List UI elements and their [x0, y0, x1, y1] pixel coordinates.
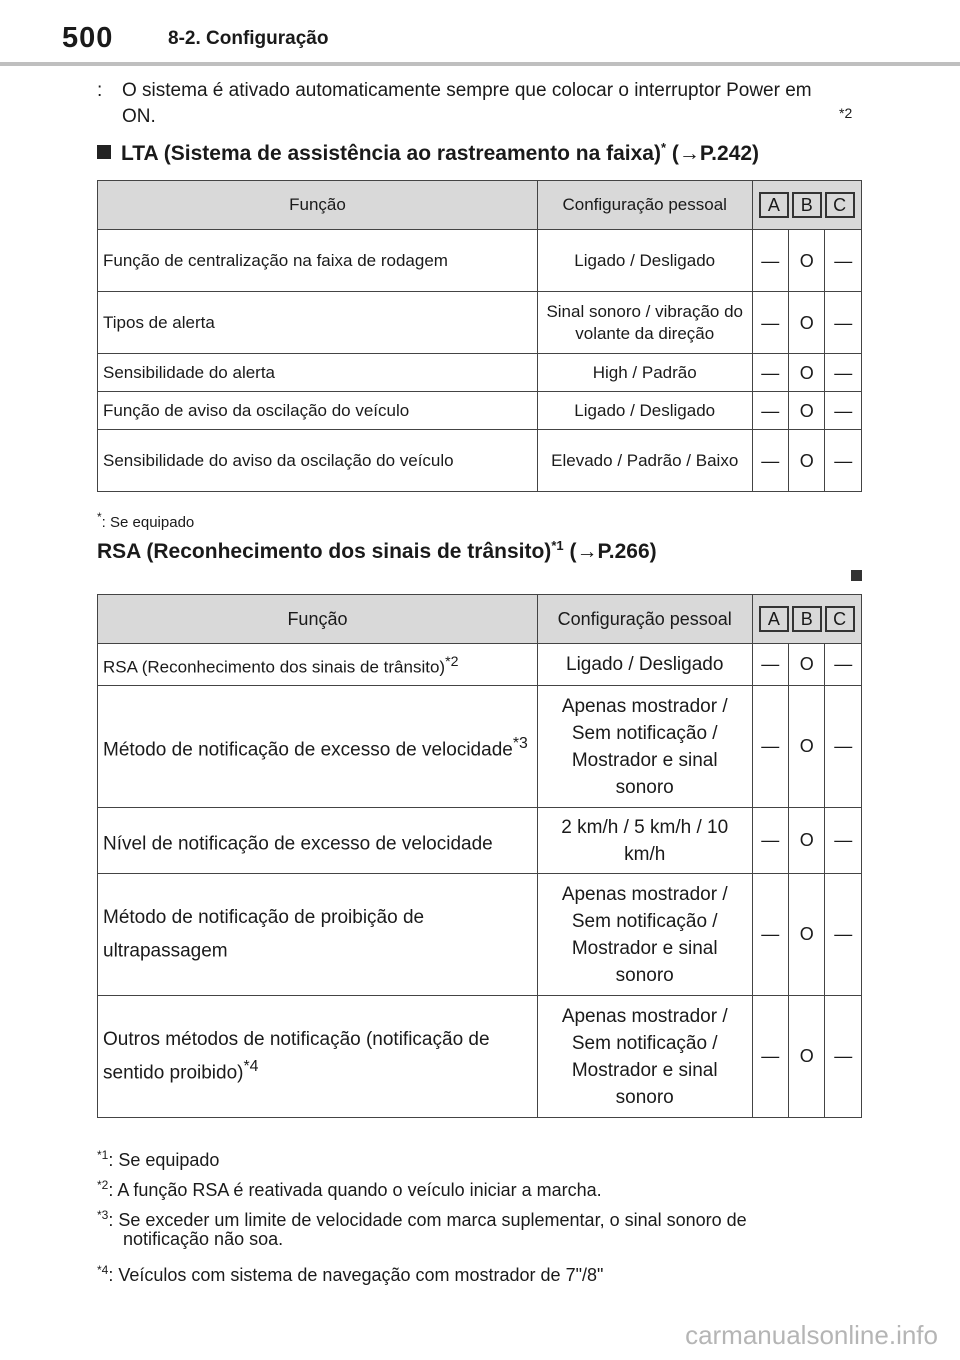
cell-a: — — [752, 644, 788, 686]
cell-function-text: Método de notificação de excesso de velocidade — [103, 739, 513, 761]
cell-setting: 2 km/h / 5 km/h / 10 km/h — [537, 808, 752, 874]
cell-c: — — [825, 686, 862, 808]
cell-a: — — [752, 392, 788, 430]
cell-function-text: Nível de notificação de excesso de velocidade — [103, 833, 493, 855]
column-header-setting: Configuração pessoal — [537, 181, 752, 230]
footnote — [97, 1257, 603, 1288]
bullet-square-icon — [851, 570, 862, 581]
table-row — [98, 996, 862, 1118]
column-header-b: B — [792, 606, 822, 632]
lta-footnote-mark: * — [97, 510, 102, 524]
cell-b: O — [788, 644, 824, 686]
page-number: 500 — [62, 22, 114, 54]
page-header — [0, 0, 960, 60]
cell-a: — — [752, 996, 788, 1118]
table-row — [98, 808, 862, 874]
cell-c: — — [825, 644, 862, 686]
cell-b: O — [788, 292, 824, 354]
footnote — [97, 1172, 602, 1203]
footnote-text: : Veículos com sistema de navegação com mostrador de 7"/8" — [108, 1265, 604, 1285]
table-row — [98, 230, 862, 292]
cell-b: O — [788, 808, 824, 874]
cell-c: — — [825, 430, 862, 492]
cell-function-text: Método de notificação de proibição de ultrapassagem — [103, 907, 425, 962]
table-row — [98, 292, 862, 354]
footnote-mark: *1 — [97, 1148, 109, 1162]
cell-function: Função de aviso da oscilação do veículo — [98, 392, 538, 430]
footnote-mark: *2 — [97, 1178, 109, 1192]
cell-c: — — [825, 292, 862, 354]
cell-function — [98, 874, 538, 996]
table-row — [98, 430, 862, 492]
lta-footnote-text: : Se equipado — [101, 514, 195, 531]
cell-b: O — [788, 230, 824, 292]
cell-b: O — [788, 430, 824, 492]
lta-heading-text: LTA (Sistema de assistência ao rastreamento na faixa) — [121, 142, 661, 165]
cell-a: — — [752, 430, 788, 492]
column-header-b: B — [792, 192, 822, 218]
cell-c: — — [825, 874, 862, 996]
column-header-setting: Configuração pessoal — [537, 595, 752, 644]
footnote-text: : Se equipado — [108, 1150, 220, 1170]
cell-setting: Ligado / Desligado — [537, 392, 752, 430]
rsa-heading-ref: (→P.266) — [569, 540, 657, 563]
column-header-a: A — [759, 606, 789, 632]
cell-c: — — [825, 392, 862, 430]
cell-c: — — [825, 808, 862, 874]
rsa-heading-sup: *1 — [551, 538, 564, 553]
cell-a: — — [752, 874, 788, 996]
cell-function — [98, 644, 538, 686]
cell-b: O — [788, 392, 824, 430]
cell-function — [98, 686, 538, 808]
cell-b: O — [788, 354, 824, 392]
intro-note: *2 — [839, 105, 853, 121]
column-header-function: Função — [98, 181, 538, 230]
column-header-c: C — [825, 192, 855, 218]
lta-heading-ref: (→P.242) — [671, 142, 760, 165]
cell-function-text: Outros métodos de notificação (notificação de sentido proibido) — [103, 1029, 490, 1084]
cell-a: — — [752, 686, 788, 808]
cell-setting: Apenas mostrador / Sem notificação / Mostrador e sinal sonoro — [537, 686, 752, 808]
table-row — [98, 686, 862, 808]
column-header-function: Função — [98, 595, 538, 644]
intro-colon: : — [97, 80, 103, 101]
table-header-row — [98, 595, 862, 644]
section-title: 8-2. Configuração — [168, 28, 329, 49]
cell-function-sup: *4 — [243, 1058, 259, 1076]
table-row — [98, 874, 862, 996]
footnote-continuation: notificação não soa. — [123, 1229, 284, 1249]
cell-function: Tipos de alerta — [98, 292, 538, 354]
cell-b: O — [788, 686, 824, 808]
cell-a: — — [752, 292, 788, 354]
cell-function-sup: *3 — [512, 734, 528, 752]
cell-setting: Sinal sonoro / vibração do volante da direção — [537, 292, 752, 354]
footnote-mark: *4 — [97, 1263, 109, 1277]
intro-text: O sistema é ativado automaticamente sempre que colocar o interruptor Power em ON. — [122, 80, 812, 127]
cell-function — [98, 996, 538, 1118]
column-header-abc — [752, 595, 861, 644]
footnote-mark: *3 — [97, 1208, 109, 1222]
table-header-row — [98, 181, 862, 230]
cell-b: O — [788, 874, 824, 996]
cell-setting: Elevado / Padrão / Baixo — [537, 430, 752, 492]
cell-function: Função de centralização na faixa de rodagem — [98, 230, 538, 292]
column-header-c: C — [825, 606, 855, 632]
cell-setting: High / Padrão — [537, 354, 752, 392]
cell-setting: Apenas mostrador / Sem notificação / Mostrador e sinal sonoro — [537, 996, 752, 1118]
rsa-settings-table — [97, 594, 862, 1118]
rsa-heading — [97, 538, 657, 564]
lta-footnote — [97, 504, 194, 536]
cell-a: — — [752, 354, 788, 392]
cell-function: Sensibilidade do alerta — [98, 354, 538, 392]
cell-c: — — [825, 230, 862, 292]
footnote-text: : A função RSA é reativada quando o veículo iniciar a marcha. — [108, 1180, 602, 1200]
cell-function — [98, 808, 538, 874]
rsa-heading-text: RSA (Reconhecimento dos sinais de trânsito) — [97, 540, 552, 563]
lta-settings-table — [97, 180, 862, 492]
table-row — [98, 392, 862, 430]
bullet-square-icon — [97, 145, 111, 159]
cell-c: — — [825, 996, 862, 1118]
cell-setting: Apenas mostrador / Sem notificação / Mostrador e sinal sonoro — [537, 874, 752, 996]
cell-b: O — [788, 996, 824, 1118]
cell-c: — — [825, 354, 862, 392]
cell-setting: Ligado / Desligado — [537, 230, 752, 292]
header-divider — [0, 62, 960, 66]
cell-a: — — [752, 808, 788, 874]
table-row — [98, 644, 862, 686]
column-header-abc — [752, 181, 861, 230]
cell-function-text: RSA (Reconhecimento dos sinais de trânsito) — [103, 657, 446, 677]
cell-function: Sensibilidade do aviso da oscilação do veículo — [98, 430, 538, 492]
table-row — [98, 354, 862, 392]
cell-setting: Ligado / Desligado — [537, 644, 752, 686]
footnote-text: : Se exceder um limite de velocidade com marca suplementar, o sinal sonoro de — [108, 1210, 747, 1230]
lta-heading-sup: * — [660, 140, 667, 155]
column-header-a: A — [759, 192, 789, 218]
watermark: carmanualsonline.info — [685, 1320, 938, 1350]
lta-heading — [97, 140, 759, 166]
cell-function-sup: *2 — [445, 653, 459, 670]
footnote — [97, 1142, 219, 1173]
cell-a: — — [752, 230, 788, 292]
